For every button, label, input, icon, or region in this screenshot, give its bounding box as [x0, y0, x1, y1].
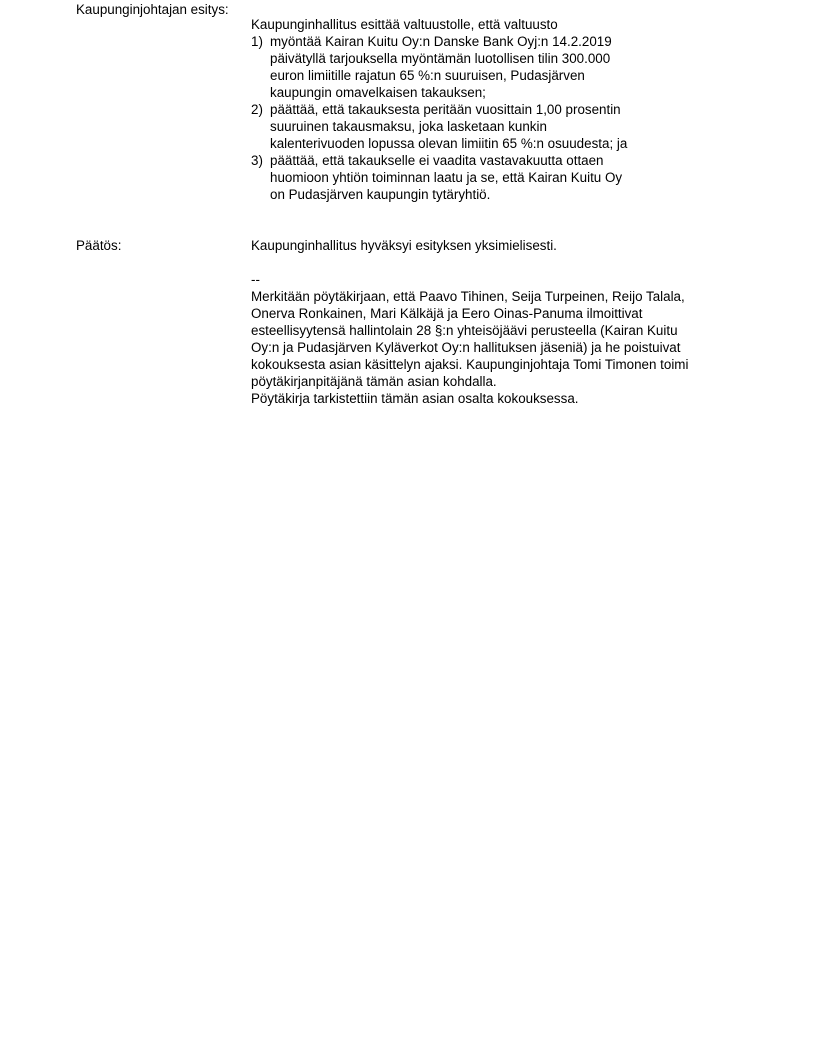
item-line: päivätyllä tarjouksella myöntämän luotollisen tilin 300.000 — [270, 51, 611, 66]
proposal-content — [251, 16, 741, 203]
item-line: kaupungin omavelkaisen takauksen; — [270, 85, 486, 100]
decision-label: Päätös: — [76, 238, 122, 253]
item-number: 2) — [251, 102, 263, 117]
proposal-item-1 — [251, 33, 741, 101]
proposal-item-3 — [251, 152, 741, 203]
decision-note-line: Onerva Ronkainen, Mari Kälkäjä ja Eero Oinas-Panuma ilmoittivat — [251, 306, 643, 321]
item-number: 3) — [251, 153, 263, 168]
proposal-intro: Kaupunginhallitus esittää valtuustolle, että valtuusto — [251, 17, 558, 32]
decision-note-line: Pöytäkirja tarkistettiin tämän asian osalta kokouksessa. — [251, 391, 579, 406]
decision-content — [251, 237, 741, 407]
decision-note-line: pöytäkirjanpitäjänä tämän asian kohdalla. — [251, 374, 497, 389]
decision-note-line: Oy:n ja Pudasjärven Kyläverkot Oy:n hallituksen jäseniä) ja he poistuivat — [251, 340, 681, 355]
proposal-item-2 — [251, 101, 741, 152]
item-line: päättää, että takaukselle ei vaadita vastavakuutta ottaen — [270, 153, 604, 168]
proposal-label: Kaupunginjohtajan esitys: — [76, 2, 229, 17]
item-line: päättää, että takauksesta peritään vuosittain 1,00 prosentin — [270, 102, 621, 117]
item-line: kalenterivuoden lopussa olevan limiitin 65 %:n osuudesta; ja — [270, 136, 628, 151]
decision-note-line: kokouksesta asian käsittelyn ajaksi. Kaupunginjohtaja Tomi Timonen toimi — [251, 357, 689, 372]
item-line: suuruinen takausmaksu, joka lasketaan kunkin — [270, 119, 547, 134]
item-line: huomioon yhtiön toiminnan laatu ja se, että Kairan Kuitu Oy — [270, 170, 623, 185]
item-line: on Pudasjärven kaupungin tytäryhtiö. — [270, 187, 491, 202]
decision-separator: -- — [251, 272, 260, 287]
item-number: 1) — [251, 34, 263, 49]
item-line: myöntää Kairan Kuitu Oy:n Danske Bank Oyj:n 14.2.2019 — [270, 34, 612, 49]
decision-text: Kaupunginhallitus hyväksyi esityksen yksimielisesti. — [251, 238, 557, 253]
decision-note-line: Merkitään pöytäkirjaan, että Paavo Tihinen, Seija Turpeinen, Reijo Talala, — [251, 289, 685, 304]
item-line: euron limiitille rajatun 65 %:n suuruisen, Pudasjärven — [270, 68, 585, 83]
decision-note-line: esteellisyytensä hallintolain 28 §:n yhteisöjäävi perusteella (Kairan Kuitu — [251, 323, 678, 338]
